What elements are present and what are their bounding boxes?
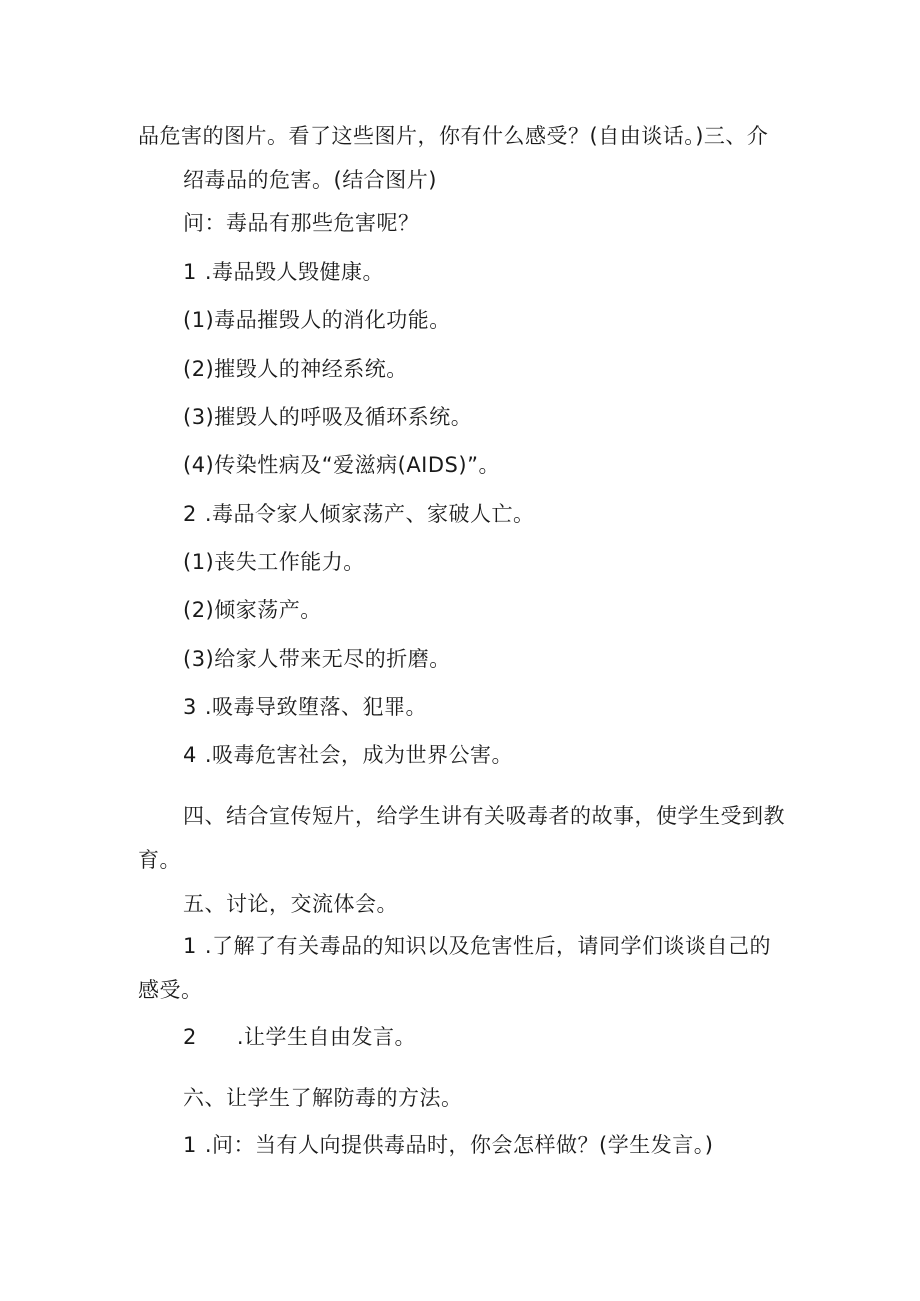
line-text: 五、讨论，交流体会。 (183, 892, 398, 916)
line-text: (1)毒品摧毁人的消化功能。 (183, 308, 451, 332)
list-number: 1 (183, 934, 197, 958)
line-text: 四、结合宣传短片，给学生讲有关吸毒者的故事，使学生受到教 (183, 804, 785, 828)
list-item (183, 693, 427, 721)
section-heading (183, 1084, 463, 1112)
line-text: (2)倾家荡产。 (183, 598, 322, 622)
line-text: (2)摧毁人的神经系统。 (183, 357, 408, 381)
list-item (183, 500, 535, 528)
list-number: 3 (183, 695, 197, 719)
sub-list-item (183, 451, 500, 479)
sub-list-item (183, 596, 322, 624)
paragraph-line (183, 166, 437, 194)
section-heading (183, 890, 398, 918)
line-text: .问：当有人向提供毒品时，你会怎样做？(学生发言。) (204, 1133, 714, 1157)
line-text: 感受。 (138, 978, 203, 1002)
list-item (183, 258, 384, 286)
sub-list-item (183, 548, 365, 576)
line-text: 育。 (138, 848, 181, 872)
paragraph-line (138, 846, 181, 874)
list-item (183, 741, 513, 769)
line-text: .毒品令家人倾家荡产、家破人亡。 (204, 502, 535, 526)
line-text: .让学生自由发言。 (236, 1025, 417, 1049)
section-heading (183, 802, 785, 830)
line-text: .了解了有关毒品的知识以及危害性后，请同学们谈谈自己的 (204, 934, 772, 958)
line-text: .吸毒导致堕落、犯罪。 (204, 695, 428, 719)
list-item (183, 932, 771, 960)
list-number: 1 (183, 1133, 197, 1157)
line-text: .毒品毁人毁健康。 (204, 260, 385, 284)
sub-list-item (183, 403, 472, 431)
question-line (183, 209, 420, 237)
line-text: (4)传染性病及“爱滋病(AIDS)”。 (183, 453, 500, 477)
line-text: (1)丧失工作能力。 (183, 550, 365, 574)
sub-list-item (183, 306, 451, 334)
list-item (183, 1023, 416, 1051)
list-number: 1 (183, 260, 197, 284)
line-text: (3)摧毁人的呼吸及循环系统。 (183, 405, 473, 429)
line-text: (3)给家人带来无尽的折磨。 (183, 647, 451, 671)
sub-list-item (183, 645, 451, 673)
paragraph-line (138, 122, 768, 150)
sub-list-item (183, 355, 408, 383)
line-text: 六、让学生了解防毒的方法。 (183, 1086, 463, 1110)
list-number: 2 (183, 502, 197, 526)
line-text: 绍毒品的危害。(结合图片) (183, 168, 437, 192)
list-number: 2 (183, 1025, 197, 1049)
line-text: 问：毒品有那些危害呢？ (183, 211, 420, 235)
list-item (183, 1131, 713, 1159)
line-text: 品危害的图片。看了这些图片，你有什么感受？(自由谈话。)三、介 (138, 124, 769, 148)
list-number: 4 (183, 743, 197, 767)
line-text: .吸毒危害社会，成为世界公害。 (204, 743, 514, 767)
paragraph-line (138, 976, 203, 1004)
